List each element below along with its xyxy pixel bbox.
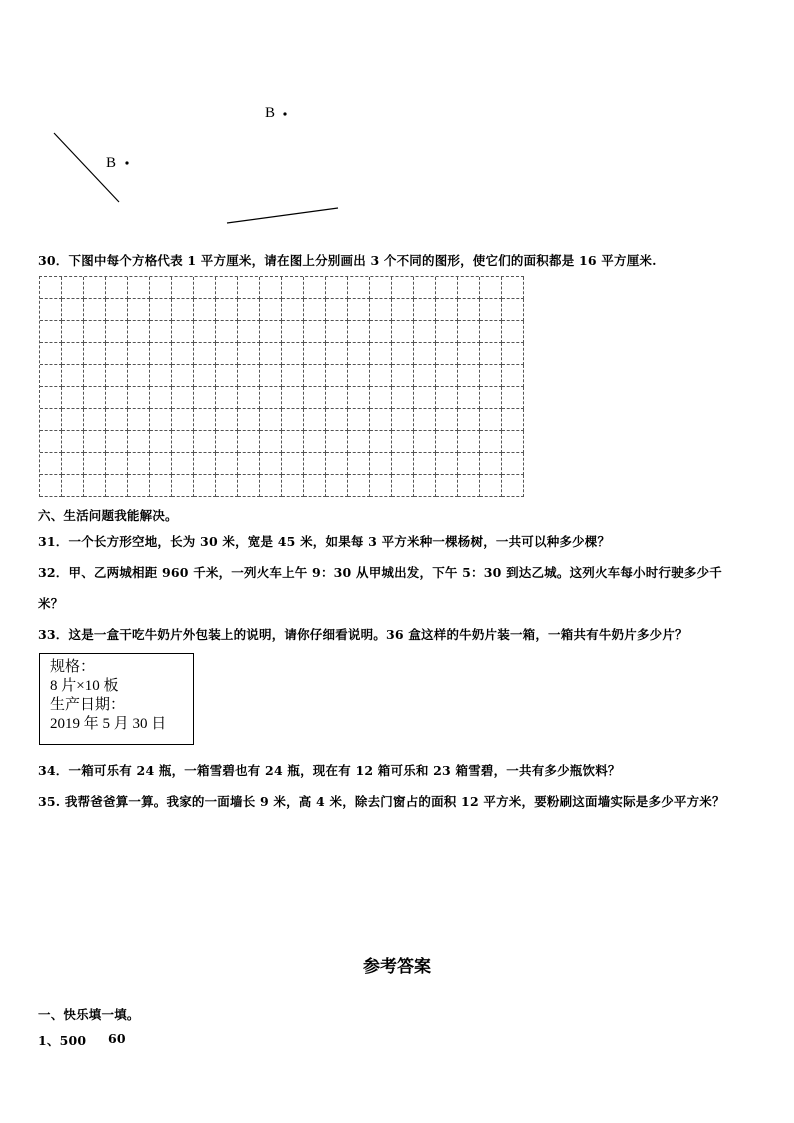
grid-cell: [172, 387, 194, 409]
grid-cell: [172, 475, 194, 497]
grid-cell: [128, 453, 150, 475]
grid-cell: [40, 475, 62, 497]
grid-cell: [282, 277, 304, 299]
grid-cell: [216, 277, 238, 299]
grid-cell: [238, 321, 260, 343]
grid-cell: [260, 453, 282, 475]
grid-cell: [414, 365, 436, 387]
grid-cell: [282, 299, 304, 321]
grid-cell: [150, 387, 172, 409]
grid-cell: [40, 321, 62, 343]
grid-cell: [502, 409, 524, 431]
grid-cell: [348, 343, 370, 365]
grid-cell: [128, 277, 150, 299]
grid-cell: [326, 321, 348, 343]
answer-title: 参考答案: [363, 957, 431, 977]
grid-cell: [238, 299, 260, 321]
grid-cell: [194, 453, 216, 475]
grid-cell: [40, 365, 62, 387]
grid-cell: [502, 453, 524, 475]
grid-cell: [348, 475, 370, 497]
grid-cell: [436, 321, 458, 343]
point-b2-label: B: [106, 155, 117, 171]
grid-cell: [40, 343, 62, 365]
grid-cell: [62, 321, 84, 343]
grid-cell: [128, 343, 150, 365]
grid-cell: [370, 277, 392, 299]
answer-1-value: 60: [108, 1031, 126, 1046]
spec-line-4: 2019 年 5 月 30 日: [50, 716, 167, 732]
spec-line-1: 规格：: [50, 659, 96, 675]
grid-cell: [106, 321, 128, 343]
grid-cell: [216, 343, 238, 365]
grid-cell: [282, 365, 304, 387]
grid-cell: [326, 475, 348, 497]
grid-cell: [150, 321, 172, 343]
grid-cell: [282, 321, 304, 343]
grid-cell: [480, 299, 502, 321]
grid-cell: [370, 431, 392, 453]
grid-cell: [436, 431, 458, 453]
grid-cell: [238, 277, 260, 299]
grid-cell: [172, 431, 194, 453]
grid-cell: [62, 453, 84, 475]
grid-cell: [128, 321, 150, 343]
grid-cell: [414, 409, 436, 431]
grid-cell: [216, 387, 238, 409]
grid-cell: [480, 453, 502, 475]
grid-cell: [348, 409, 370, 431]
grid-cell: [480, 387, 502, 409]
grid-cell: [348, 453, 370, 475]
grid-cell: [40, 299, 62, 321]
grid-cell: [326, 387, 348, 409]
grid-cell: [392, 409, 414, 431]
grid-cell: [436, 343, 458, 365]
grid-cell: [348, 321, 370, 343]
grid-cell: [106, 431, 128, 453]
grid-cell: [172, 277, 194, 299]
grid-cell: [436, 387, 458, 409]
grid-cell: [194, 409, 216, 431]
grid-cell: [502, 277, 524, 299]
grid-cell: [238, 475, 260, 497]
grid-cell: [106, 409, 128, 431]
grid-cell: [282, 431, 304, 453]
grid-cell: [216, 409, 238, 431]
grid-cell: [304, 321, 326, 343]
grid-cell: [150, 299, 172, 321]
grid-cell: [106, 387, 128, 409]
grid-cell: [194, 387, 216, 409]
grid-cell: [172, 321, 194, 343]
spec-box: [39, 653, 194, 745]
question-35: 35. 我帮爸爸算一算。我家的一面墙长 9 米，高 4 米，除去门窗占的面积 12 平方米，要粉刷这面墙实际是多少平方米？: [38, 794, 725, 809]
grid-cell: [502, 299, 524, 321]
grid-cell: [238, 409, 260, 431]
grid-cell: [216, 321, 238, 343]
section-6-heading: 六、生活问题我能解决。: [38, 508, 178, 523]
question-31: 31．一个长方形空地，长为 30 米，宽是 45 米，如果每 3 平方米种一棵杨树，一共可以种多少棵？: [38, 534, 611, 549]
grid-cell: [370, 343, 392, 365]
grid-cell: [194, 277, 216, 299]
grid-cell: [392, 387, 414, 409]
grid-cell: [282, 475, 304, 497]
grid-cell: [502, 387, 524, 409]
grid-cell: [238, 431, 260, 453]
grid-cell: [172, 343, 194, 365]
grid-cell: [216, 431, 238, 453]
grid-cell: [414, 299, 436, 321]
grid-cell: [392, 475, 414, 497]
grid-cell: [370, 321, 392, 343]
grid-cell: [458, 365, 480, 387]
grid-cell: [304, 343, 326, 365]
grid-cell: [62, 277, 84, 299]
grid-cell: [414, 431, 436, 453]
grid-cell: [128, 299, 150, 321]
grid-cell: [40, 453, 62, 475]
grid-cell: [128, 387, 150, 409]
grid-cell: [480, 431, 502, 453]
grid-cell: [326, 409, 348, 431]
grid-cell: [84, 299, 106, 321]
grid-cell: [106, 299, 128, 321]
grid-cell: [326, 299, 348, 321]
grid-cell: [194, 475, 216, 497]
grid-cell: [84, 321, 106, 343]
grid-cell: [260, 365, 282, 387]
grid-cell: [458, 277, 480, 299]
grid-cell: [282, 343, 304, 365]
grid-cell: [260, 299, 282, 321]
grid-cell: [216, 475, 238, 497]
grid-cell: [282, 409, 304, 431]
grid-cell: [480, 343, 502, 365]
grid-cell: [172, 453, 194, 475]
point-b1-dot: [283, 112, 286, 115]
grid-cell: [414, 387, 436, 409]
grid-cell: [128, 365, 150, 387]
grid-cell: [458, 453, 480, 475]
grid-cell: [62, 387, 84, 409]
grid-cell: [326, 365, 348, 387]
bottom-line: [227, 208, 338, 223]
grid-cell: [502, 321, 524, 343]
grid-cell: [84, 365, 106, 387]
grid-cell: [370, 409, 392, 431]
grid-cell: [84, 277, 106, 299]
grid-cell: [370, 365, 392, 387]
grid-cell: [150, 475, 172, 497]
grid-cell: [458, 475, 480, 497]
grid-cell: [458, 431, 480, 453]
grid-cell: [260, 343, 282, 365]
grid-cell: [106, 365, 128, 387]
grid-cell: [502, 475, 524, 497]
grid-cell: [194, 299, 216, 321]
grid-cell: [304, 299, 326, 321]
grid-cell: [304, 475, 326, 497]
grid-cell: [260, 409, 282, 431]
grid-cell: [62, 365, 84, 387]
grid-cell: [62, 299, 84, 321]
grid-cell: [172, 299, 194, 321]
question-30: 30．下图中每个方格代表 1 平方厘米，请在图上分别画出 3 个不同的图形，使它们的面积都是 16 平方厘米.: [38, 253, 657, 268]
grid-cell: [40, 431, 62, 453]
grid-cell: [62, 475, 84, 497]
grid-cell: [128, 431, 150, 453]
grid-cell: [304, 365, 326, 387]
grid-cell: [106, 277, 128, 299]
grid-cell: [392, 299, 414, 321]
grid-cell: [392, 453, 414, 475]
grid-cell: [150, 431, 172, 453]
grid-cell: [326, 431, 348, 453]
grid-cell: [40, 277, 62, 299]
grid-cell: [370, 299, 392, 321]
grid-cell: [282, 453, 304, 475]
grid-cell: [150, 453, 172, 475]
grid-cell: [106, 475, 128, 497]
grid-cell: [62, 343, 84, 365]
grid-cell: [392, 343, 414, 365]
grid-cell: [480, 475, 502, 497]
grid-cell: [238, 365, 260, 387]
grid-cell: [370, 387, 392, 409]
point-b1-label: B: [265, 105, 276, 121]
grid-cell: [348, 365, 370, 387]
grid-cell: [84, 387, 106, 409]
grid-cell: [502, 343, 524, 365]
grid-cell: [414, 321, 436, 343]
grid-cell: [84, 431, 106, 453]
grid-cell: [480, 365, 502, 387]
grid-cell: [458, 343, 480, 365]
grid-cell: [194, 321, 216, 343]
grid-cell: [304, 277, 326, 299]
point-b2-dot: [125, 161, 128, 164]
grid-cell: [458, 387, 480, 409]
grid-cell: [304, 431, 326, 453]
grid-cell: [348, 299, 370, 321]
grid-cell: [414, 343, 436, 365]
question-34: 34．一箱可乐有 24 瓶，一箱雪碧也有 24 瓶，现在有 12 箱可乐和 23 箱雪碧，一共有多少瓶饮料？: [38, 763, 621, 778]
spec-line-2: 8 片×10 板: [50, 678, 119, 694]
grid-cell: [194, 365, 216, 387]
spec-line-3: 生产日期：: [50, 697, 126, 713]
grid-cell: [40, 387, 62, 409]
grid-cell: [458, 321, 480, 343]
grid-cell: [260, 431, 282, 453]
grid-cell: [106, 453, 128, 475]
grid-cell: [238, 453, 260, 475]
grid-cell: [238, 387, 260, 409]
grid-cell: [304, 409, 326, 431]
grid-cell: [480, 321, 502, 343]
grid-cell: [392, 431, 414, 453]
grid-cell: [392, 321, 414, 343]
grid-cell: [150, 343, 172, 365]
grid-cell: [414, 475, 436, 497]
grid-cell: [150, 365, 172, 387]
grid-cell: [260, 387, 282, 409]
grid-cell: [436, 475, 458, 497]
grid-cell: [260, 321, 282, 343]
grid-cell: [172, 409, 194, 431]
grid-cell: [458, 409, 480, 431]
grid-cell: [436, 453, 458, 475]
grid-cell: [194, 343, 216, 365]
answer-section-1: 一、快乐填一填。: [38, 1007, 140, 1022]
grid-cell: [150, 277, 172, 299]
grid-cell: [62, 409, 84, 431]
grid-cell: [392, 277, 414, 299]
grid-cell: [282, 387, 304, 409]
grid-cell: [238, 343, 260, 365]
grid-cell: [84, 475, 106, 497]
geometry-figure: [0, 95, 400, 235]
grid-cell: [414, 277, 436, 299]
grid-cell: [150, 409, 172, 431]
grid-cell: [414, 453, 436, 475]
grid-cell: [436, 299, 458, 321]
grid-cell: [370, 453, 392, 475]
grid-cell: [436, 277, 458, 299]
grid-cell: [216, 299, 238, 321]
grid-cell: [62, 431, 84, 453]
grid-cell: [502, 431, 524, 453]
grid-cell: [304, 453, 326, 475]
grid-cell: [326, 277, 348, 299]
grid-cell: [392, 365, 414, 387]
grid-cell: [480, 409, 502, 431]
grid-cell: [260, 475, 282, 497]
grid-cell: [106, 343, 128, 365]
question-32-line1: 32．甲、乙两城相距 960 千米，一列火车上午 9：30 从甲城出发，下午 5：30 到达乙城。这列火车每小时行驶多少千: [38, 565, 722, 580]
grid-cell: [84, 409, 106, 431]
grid-cell: [260, 277, 282, 299]
grid-cell: [436, 409, 458, 431]
grid-cell: [436, 365, 458, 387]
grid-cell: [348, 277, 370, 299]
grid-cell: [40, 409, 62, 431]
square-grid: [39, 276, 524, 497]
grid-cell: [216, 365, 238, 387]
grid-cell: [304, 387, 326, 409]
grid-cell: [84, 343, 106, 365]
grid-cell: [128, 409, 150, 431]
grid-cell: [326, 453, 348, 475]
question-32-line2: 米？: [38, 596, 64, 611]
grid-cell: [172, 365, 194, 387]
answer-1-number: 1、500: [38, 1033, 87, 1048]
question-33: 33．这是一盒干吃牛奶片外包装上的说明，请你仔细看说明。36 盒这样的牛奶片装一箱，一箱共有牛奶片多少片？: [38, 627, 688, 642]
grid-cell: [216, 453, 238, 475]
grid-cell: [370, 475, 392, 497]
grid-cell: [326, 343, 348, 365]
grid-cell: [84, 453, 106, 475]
grid-cell: [348, 387, 370, 409]
grid-cell: [348, 431, 370, 453]
grid-cell: [502, 365, 524, 387]
grid-cell: [128, 475, 150, 497]
grid-cell: [458, 299, 480, 321]
grid-cell: [480, 277, 502, 299]
grid-cell: [194, 431, 216, 453]
